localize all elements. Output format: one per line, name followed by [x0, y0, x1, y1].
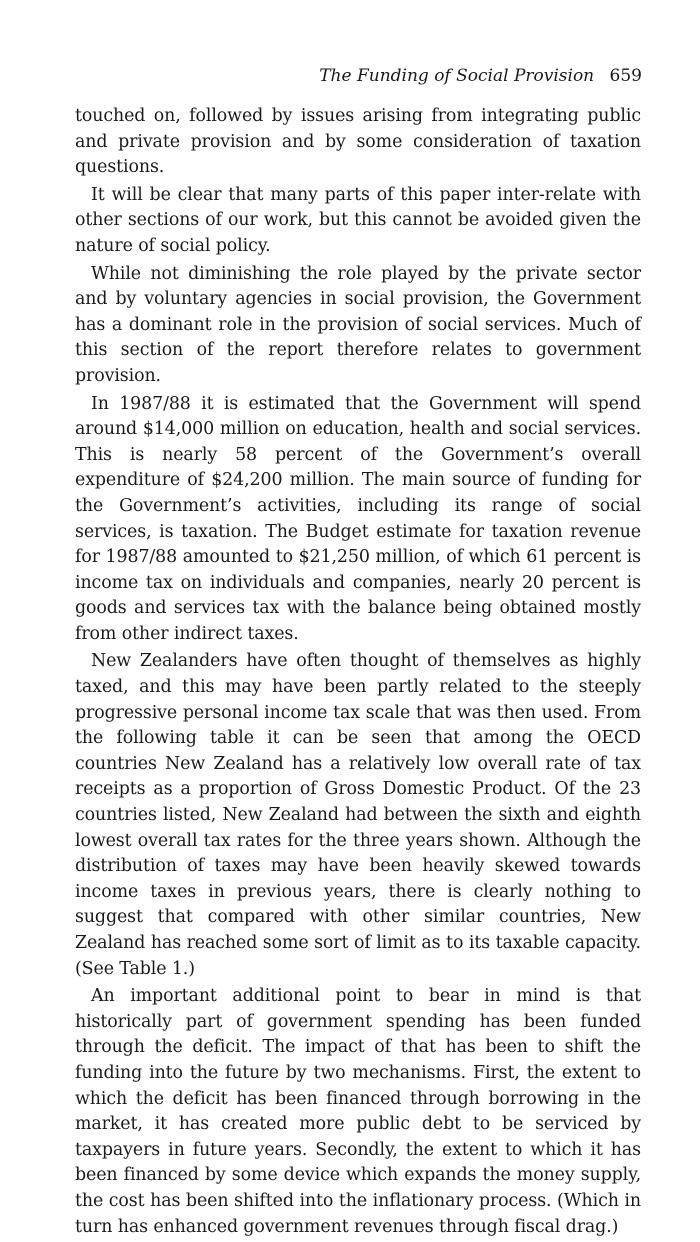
paragraph: An important additional point to bear in mind is that historically part of government spending has been funded through the deficit. The impact of that has been to shift the funding into the future by two mechanisms. First, the extent to which the deficit has been financed through borrowing in the market, it has created more public debt to be serviced by taxpayers in future years. Secondly, the extent to which it has been financed by some device which expands the money supply, the cost has been shifted into the inflationary process. (Which in turn has enhanced government revenues through fiscal drag.) [75, 986, 641, 1237]
running-header [319, 64, 642, 88]
paragraph: It will be clear that many parts of this paper inter-relate with other sections of our work, but this cannot be avoided given the nature of social policy. [75, 184, 641, 256]
paragraph-continued: touched on, followed by issues arising from integrating public and private provision and by some consideration of taxation questions. [75, 106, 641, 178]
running-header-title: The Funding of Social Provision [319, 66, 595, 86]
body-text [75, 104, 641, 1242]
paragraph: New Zealanders have often thought of themselves as highly taxed, and this may have been partly related to the steeply progressive personal income tax scale that was then used. From the following table it can be seen that among the OECD countries New Zealand has a relatively low overall rate of tax receipts as a proportion of Gross Domestic Product. Of the 23 countries listed, New Zealand had between the sixth and eighth lowest overall tax rates for the three years shown. Although the distribution of taxes may have been heavily skewed towards income taxes in previous years, there is clearly nothing to suggest that compared with other similar countries, New Zealand has reached some sort of limit as to its taxable capacity. (See Table 1.) [75, 651, 641, 979]
paragraph: While not diminishing the role played by the private sector and by voluntary agencies in social provision, the Government has a dominant role in the provision of social services. Much of this section of the report therefore relates to government provision. [75, 263, 641, 386]
page-number: 659 [609, 66, 642, 86]
paragraph: In 1987/88 it is estimated that the Government will spend around $14,000 million on education, health and social services. This is nearly 58 percent of the Government’s overall expenditure of $24,200 million. The main source of funding for the Government’s activities, including its range of social services, is taxation. The Budget estimate for taxation revenue for 1987/88 amounted to $21,250 million, of which 61 percent is income tax on individuals and companies, nearly 20 percent is goods and services tax with the balance being obtained mostly from other indirect taxes. [75, 393, 641, 644]
